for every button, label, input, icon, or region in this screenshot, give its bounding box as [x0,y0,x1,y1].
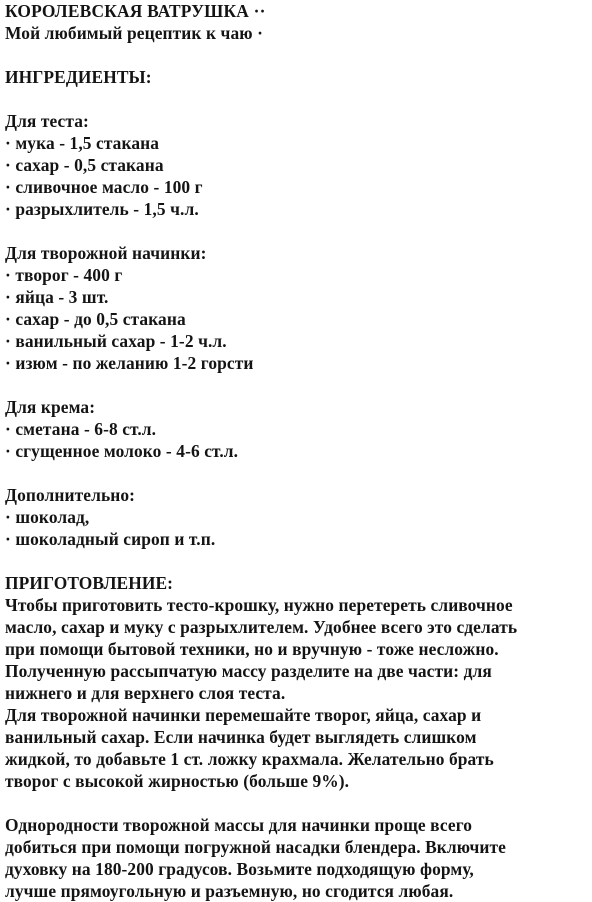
preparation-line: жидкой, то добавьте 1 ст. ложку крахмала. Желательно брать [5,749,494,769]
filling-item: · яйца - 3 шт. [5,287,109,307]
spacer [5,792,590,814]
filling-item: · ванильный сахар - 1-2 ч.л. [5,331,227,351]
cream-item: · сгущенное молоко - 4-6 ст.л. [5,441,239,461]
preparation-line: масло, сахар и муку с разрыхлителем. Удобнее всего это сделать [5,617,518,637]
preparation-line: ванильный сахар. Если начинка будет выглядеть слишком [5,727,477,747]
dough-item: · мука - 1,5 стакана [5,133,160,153]
spacer [5,462,590,484]
dough-item: · разрыхлитель - 1,5 ч.л. [5,199,199,219]
preparation-line: Чтобы приготовить тесто-крошку, нужно перетереть сливочное [5,595,513,615]
filling-item: · изюм - по желанию 1-2 горсти [5,353,254,373]
dough-item: · сливочное масло - 100 г [5,177,203,197]
preparation-line: Для творожной начинки перемешайте творог, яйца, сахар и [5,705,482,725]
preparation-line: Полученную рассыпчатую массу разделите на две части: для [5,661,492,681]
spacer [5,550,590,572]
preparation-line: нижнего и для верхнего слоя теста. [5,683,286,703]
spacer [5,374,590,396]
preparation-line: духовку на 180-200 градусов. Возьмите подходящую форму, [5,859,474,879]
spacer [5,88,590,110]
filling-item: · творог - 400 г [5,265,123,285]
recipe-document [5,0,590,902]
recipe-title: КОРОЛЕВСКАЯ ВАТРУШКА ·· [5,1,266,21]
spacer [5,220,590,242]
extra-heading: Дополнительно: [5,485,136,505]
preparation-line: Однородности творожной массы для начинки проще всего [5,815,473,835]
preparation-line: при помощи бытовой техники, но и вручную - тоже несложно. [5,639,499,659]
spacer [5,44,590,66]
preparation-line: добиться при помощи погружной насадки блендера. Включите [5,837,506,857]
ingredients-heading: ИНГРЕДИЕНТЫ: [5,67,152,87]
filling-heading: Для творожной начинки: [5,243,207,263]
cream-heading: Для крема: [5,397,96,417]
dough-item: · сахар - 0,5 стакана [5,155,164,175]
preparation-heading: ПРИГОТОВЛЕНИЕ: [5,573,174,593]
preparation-line: творог с высокой жирностью (больше 9%). [5,771,350,791]
extra-item: · шоколадный сироп и т.п. [5,529,216,549]
filling-item: · сахар - до 0,5 стакана [5,309,186,329]
preparation-line: лучше прямоугольную и разъемную, но сгодится любая. [5,881,454,901]
recipe-subtitle: Мой любимый рецептик к чаю · [5,23,263,43]
extra-item: · шоколад, [5,507,90,527]
cream-item: · сметана - 6-8 ст.л. [5,419,157,439]
dough-heading: Для теста: [5,111,89,131]
